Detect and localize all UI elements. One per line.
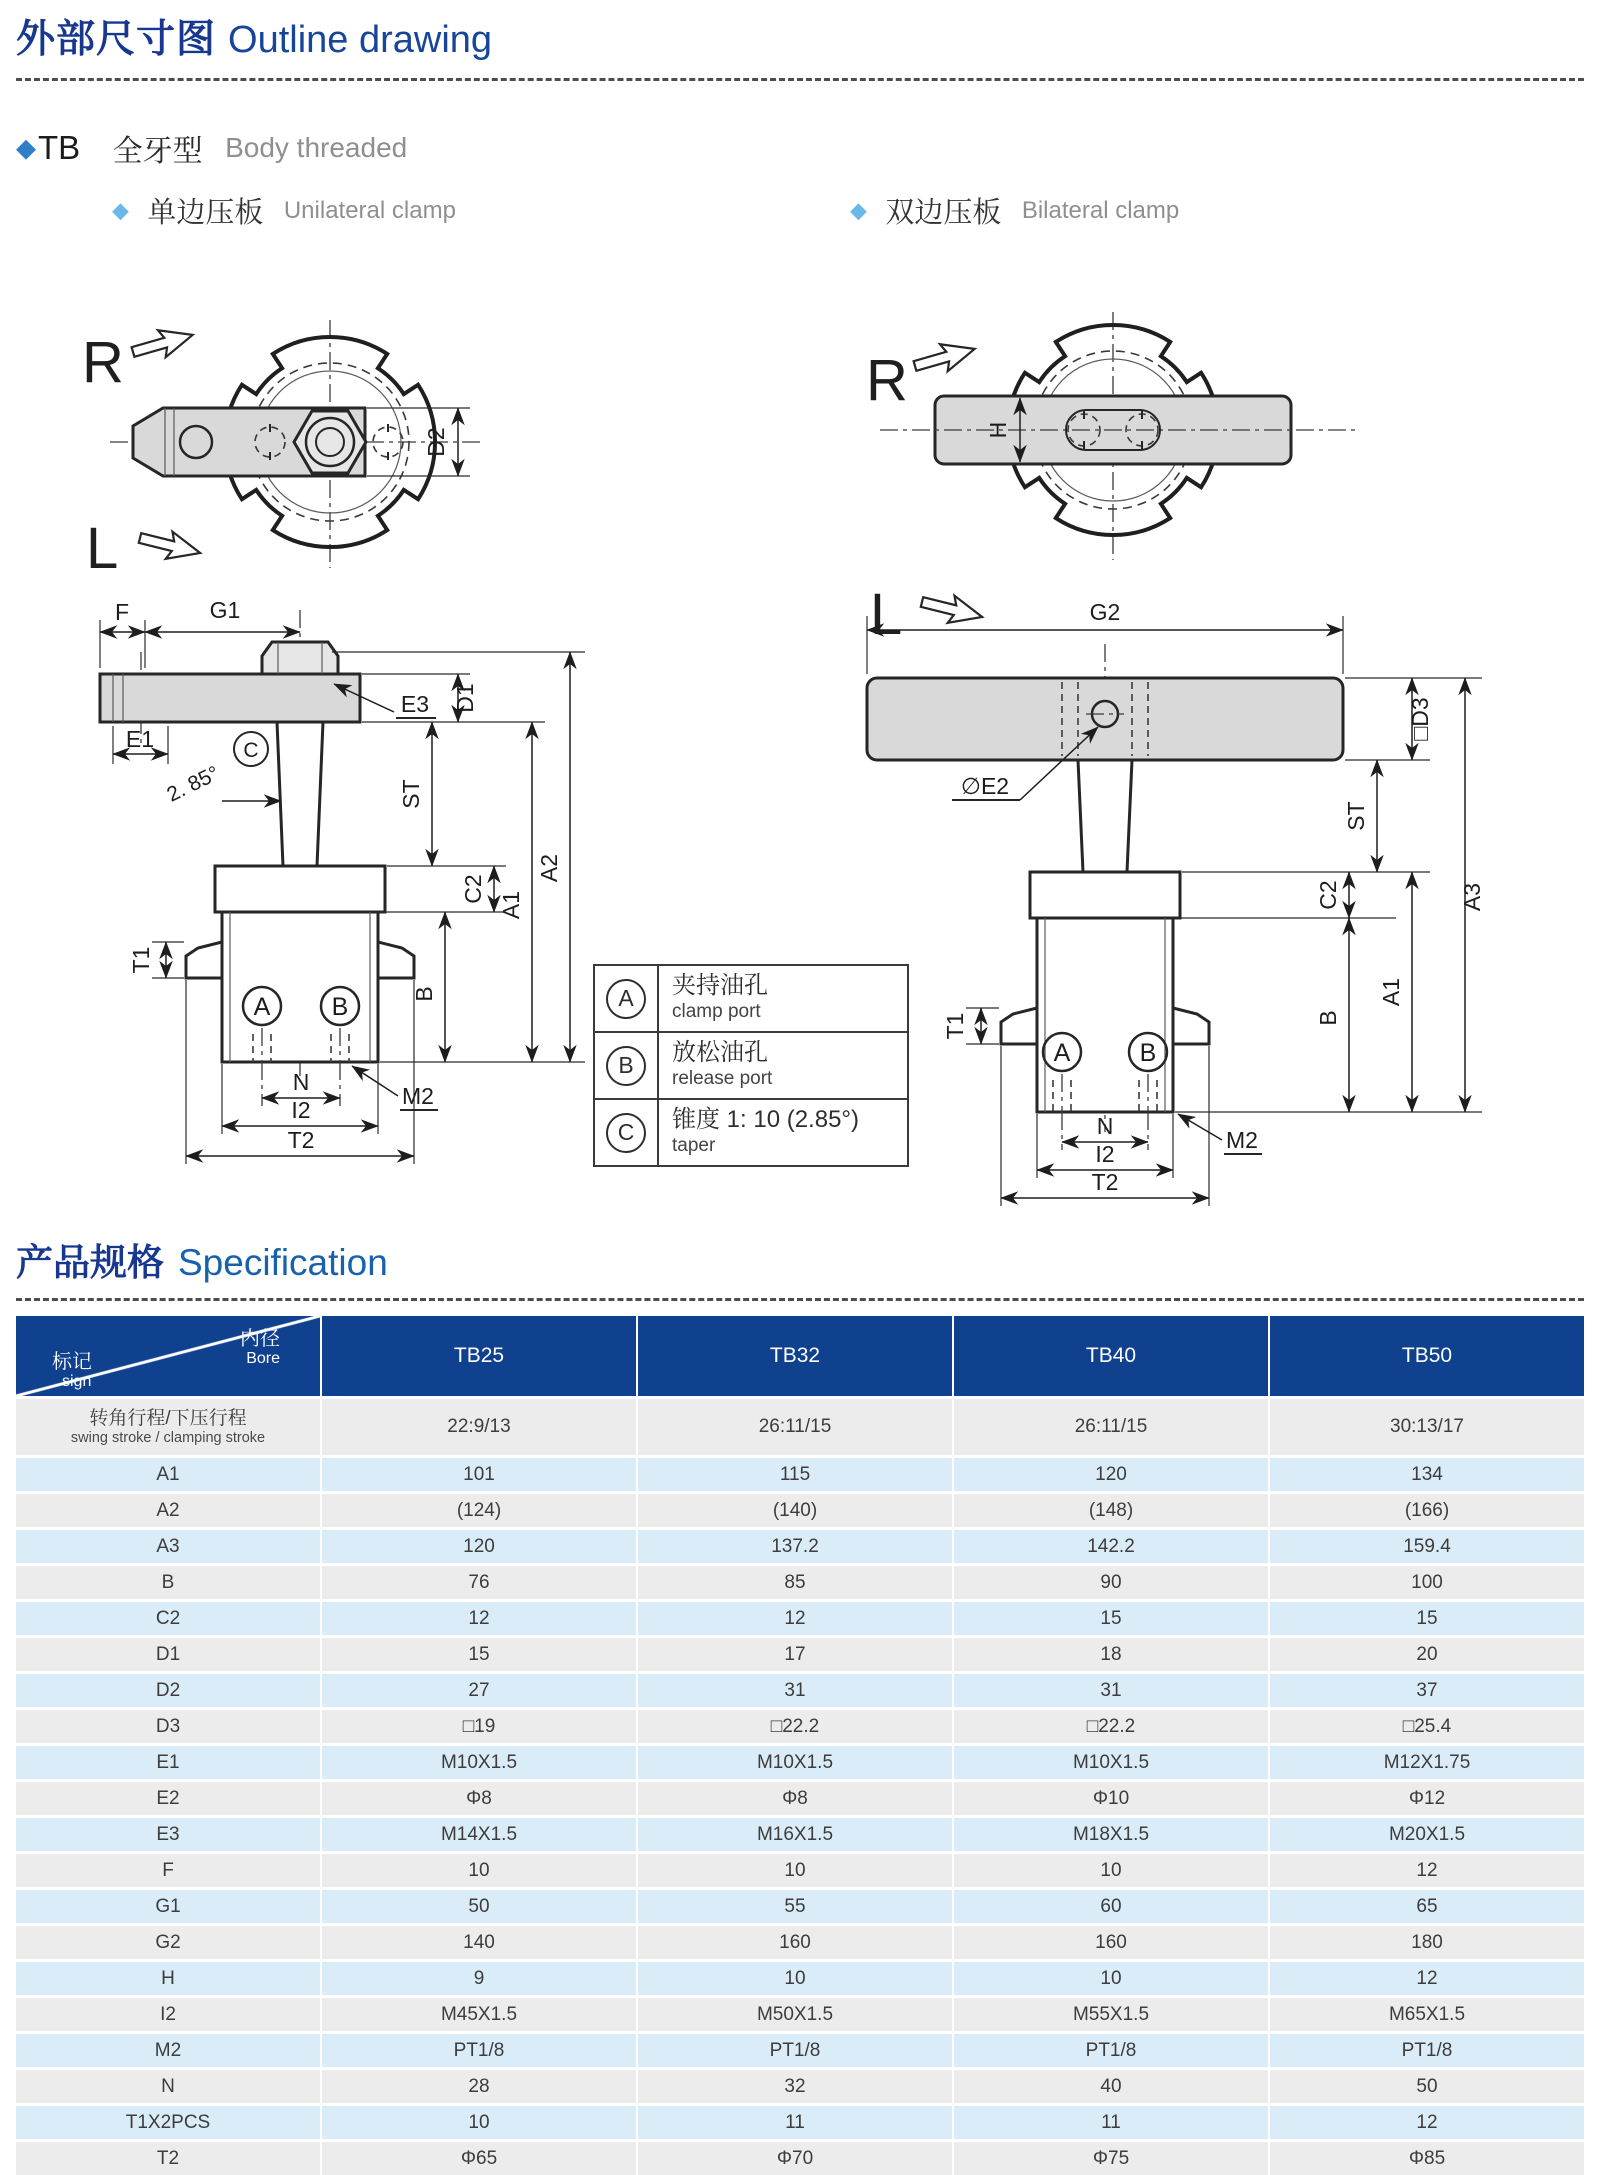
row-label: I2	[160, 2003, 176, 2025]
cell-value: 40	[952, 2070, 1268, 2103]
dim-label-d1: D1	[452, 683, 478, 713]
cell-value: M18X1.5	[952, 1818, 1268, 1851]
view-left-zh: 单边压板	[147, 197, 264, 229]
bilateral-front-view	[867, 599, 1485, 1206]
cell-value: M55X1.5	[952, 1998, 1268, 2031]
table-row	[16, 1887, 1584, 1923]
cell-value: 37	[1268, 1674, 1584, 1707]
table-row	[16, 1563, 1584, 1599]
cell-value: PT1/8	[636, 2034, 952, 2067]
type-code: TB	[38, 129, 81, 166]
piston-rod	[1078, 760, 1132, 872]
cell-value: M14X1.5	[320, 1818, 636, 1851]
cell-value: 159.4	[1268, 1530, 1584, 1563]
cell-value: 134	[1268, 1458, 1584, 1491]
bilateral-top-view	[866, 312, 1360, 647]
cell-value: 31	[636, 1674, 952, 1707]
spec-title-zh: 产品规格	[16, 1242, 164, 1283]
cell-value: 160	[952, 1926, 1268, 1959]
rotation-l-label: L	[86, 516, 119, 581]
row-label: A1	[156, 1463, 180, 1485]
spec-table	[16, 1316, 1584, 2175]
page-title-zh: 外部尺寸图	[16, 18, 217, 61]
dim-label-i2: I2	[291, 1097, 311, 1123]
table-row	[16, 1815, 1584, 1851]
taper-angle-label: 2. 85°	[163, 761, 223, 807]
mount-lug	[1173, 1008, 1209, 1044]
clamp-port-label: A	[1053, 1039, 1071, 1067]
legend-key-c: C	[606, 1113, 646, 1153]
cell-value: 26:11/15	[636, 1399, 952, 1455]
column-header: TB25	[320, 1316, 636, 1396]
row-label: A2	[156, 1499, 180, 1521]
cell-value: Φ70	[636, 2142, 952, 2175]
cell-value: 120	[320, 1530, 636, 1563]
cell-value: M10X1.5	[320, 1746, 636, 1779]
row-label: T1X2PCS	[125, 2111, 211, 2133]
dim-label-e3: E3	[400, 691, 430, 717]
cell-value: 15	[1268, 1602, 1584, 1635]
cell-value: 15	[320, 1638, 636, 1671]
cell-value: 26:11/15	[952, 1399, 1268, 1455]
cylinder-body	[1037, 918, 1173, 1112]
cell-value: 12	[1268, 1854, 1584, 1887]
diamond-icon: ◆	[112, 197, 129, 223]
mount-lug	[1001, 1008, 1037, 1044]
clamp-arm	[100, 674, 360, 722]
cell-value: (124)	[320, 1494, 636, 1527]
type-zh: 全牙型	[112, 135, 203, 168]
cell-value: PT1/8	[1268, 2034, 1584, 2067]
table-row	[16, 1959, 1584, 1995]
dim-label-e2: ∅E2	[960, 773, 1010, 799]
table-row	[16, 2067, 1584, 2103]
table-row	[16, 1671, 1584, 1707]
mount-lug	[186, 942, 222, 978]
legend-row	[595, 966, 907, 1031]
table-row	[16, 1635, 1584, 1671]
dim-label-d3: □D3	[1407, 697, 1433, 741]
row-label: 转角行程/下压行程 swing stroke / clamping stroke	[70, 1408, 266, 1446]
clamp-port-label: A	[253, 993, 271, 1021]
dim-label-b: B	[411, 986, 437, 1002]
cell-value: 50	[320, 1890, 636, 1923]
cell-value: PT1/8	[952, 2034, 1268, 2067]
dim-label-n: N	[1096, 1113, 1114, 1139]
dim-label-st: ST	[1343, 801, 1369, 831]
hex-nut	[262, 642, 338, 674]
cell-value: Φ8	[636, 1782, 952, 1815]
type-en: Body threaded	[225, 132, 408, 163]
cell-value: M10X1.5	[952, 1746, 1268, 1779]
dim-label-a2: A2	[536, 853, 562, 883]
diamond-icon: ◆	[850, 197, 867, 223]
page-title-en: Outline drawing	[228, 19, 493, 61]
row-label: G2	[155, 1931, 181, 1953]
cell-value: 10	[320, 2106, 636, 2139]
dim-label-t2: T2	[1091, 1169, 1119, 1195]
cell-value: 32	[636, 2070, 952, 2103]
legend-en: clamp port	[672, 1001, 761, 1022]
column-header: TB40	[952, 1316, 1268, 1396]
cell-value: 10	[636, 1854, 952, 1887]
table-row	[16, 1743, 1584, 1779]
row-label: T2	[156, 2147, 180, 2169]
cell-value: 18	[952, 1638, 1268, 1671]
cell-value: 137.2	[636, 1530, 952, 1563]
cell-value: 17	[636, 1638, 952, 1671]
dim-label-i2: I2	[1095, 1141, 1115, 1167]
cell-value: 120	[952, 1458, 1268, 1491]
cell-value: (140)	[636, 1494, 952, 1527]
cell-value: PT1/8	[320, 2034, 636, 2067]
cell-value: 50	[1268, 2070, 1584, 2103]
dim-label-a3: A3	[1459, 882, 1485, 912]
legend-row	[595, 1031, 907, 1098]
column-header: TB50	[1268, 1316, 1584, 1396]
column-header: TB32	[636, 1316, 952, 1396]
spec-title-en: Specification	[178, 1242, 388, 1283]
arrow-right-icon	[129, 321, 196, 365]
cell-value: 90	[952, 1566, 1268, 1599]
cell-value: 76	[320, 1566, 636, 1599]
cell-value: 11	[636, 2106, 952, 2139]
table-row	[16, 1491, 1584, 1527]
table-row	[16, 2103, 1584, 2139]
dim-label-a1: A1	[1378, 977, 1404, 1007]
cell-value: 160	[636, 1926, 952, 1959]
cell-value: Φ12	[1268, 1782, 1584, 1815]
rotation-l-label: L	[870, 582, 903, 647]
row-label: E3	[156, 1823, 180, 1845]
divider-dashed	[16, 1298, 1584, 1301]
dim-label-f: F	[114, 599, 130, 625]
rotation-r-label: R	[82, 330, 124, 395]
cell-value: 12	[636, 1602, 952, 1635]
row-label: B	[161, 1571, 175, 1593]
dim-label-m2: M2	[402, 1083, 434, 1109]
cell-value: 85	[636, 1566, 952, 1599]
dim-label-d2: D2	[423, 427, 449, 457]
table-row	[16, 1599, 1584, 1635]
cell-value: Φ8	[320, 1782, 636, 1815]
port-legend-table	[593, 964, 909, 1167]
row-label: C2	[155, 1607, 181, 1629]
corner-bore-zh: 内径	[240, 1328, 280, 1350]
taper-callout-c: C	[243, 739, 259, 762]
row-label: E1	[156, 1751, 180, 1773]
cell-value: M16X1.5	[636, 1818, 952, 1851]
cell-value: 22:9/13	[320, 1399, 636, 1455]
cell-value: □22.2	[952, 1710, 1268, 1743]
cell-value: 101	[320, 1458, 636, 1491]
cell-value: 12	[1268, 1962, 1584, 1995]
cell-value: 31	[952, 1674, 1268, 1707]
table-row	[16, 2139, 1584, 2175]
cell-value: 140	[320, 1926, 636, 1959]
cell-value: M12X1.75	[1268, 1746, 1584, 1779]
row-label: E2	[156, 1787, 180, 1809]
unilateral-front-view	[100, 597, 585, 1164]
cell-value: 115	[636, 1458, 952, 1491]
dim-label-st: ST	[398, 779, 424, 809]
dim-label-c2: C2	[460, 874, 486, 904]
cell-value: 55	[636, 1890, 952, 1923]
legend-key-b: B	[606, 1046, 646, 1086]
cell-value: M45X1.5	[320, 1998, 636, 2031]
table-row	[16, 1851, 1584, 1887]
spec-table-header	[16, 1316, 1584, 1396]
row-label: F	[162, 1859, 174, 1881]
row-label: D1	[155, 1643, 181, 1665]
cell-value: 11	[952, 2106, 1268, 2139]
legend-zh: 锥度 1: 10 (2.85°)	[672, 1106, 860, 1133]
table-row	[16, 1995, 1584, 2031]
cell-value: □22.2	[636, 1710, 952, 1743]
cell-value: 9	[320, 1962, 636, 1995]
cell-value: 12	[1268, 2106, 1584, 2139]
row-label: D3	[155, 1715, 181, 1737]
cell-value: M50X1.5	[636, 1998, 952, 2031]
row-label: D2	[155, 1679, 181, 1701]
corner-bore-en: Bore	[246, 1350, 280, 1367]
dim-label-t1: T1	[128, 946, 154, 974]
dim-label-t1: T1	[942, 1012, 968, 1040]
cell-value: □19	[320, 1710, 636, 1743]
table-row	[16, 2031, 1584, 2067]
legend-zh: 夹持油孔	[672, 972, 768, 999]
corner-sign-zh: 标记	[52, 1351, 92, 1373]
view-right-zh: 双边压板	[885, 197, 1002, 229]
legend-en: release port	[672, 1068, 773, 1089]
cell-value: 28	[320, 2070, 636, 2103]
table-row	[16, 1455, 1584, 1491]
table-row	[16, 1923, 1584, 1959]
unilateral-top-view	[82, 320, 485, 581]
legend-key-a: A	[606, 979, 646, 1019]
dim-label-b: B	[1315, 1010, 1341, 1026]
cell-value: (148)	[952, 1494, 1268, 1527]
row-label: N	[161, 2075, 175, 2097]
clamp-bar	[867, 678, 1343, 760]
cell-value: 100	[1268, 1566, 1584, 1599]
table-row	[16, 1527, 1584, 1563]
cell-value: 10	[952, 1854, 1268, 1887]
cell-value: 65	[1268, 1890, 1584, 1923]
cell-value: 60	[952, 1890, 1268, 1923]
row-label: A3	[156, 1535, 180, 1557]
release-port-label: B	[331, 993, 349, 1021]
dim-label-a1: A1	[498, 890, 524, 920]
cell-value: 12	[320, 1602, 636, 1635]
cell-value: 10	[320, 1854, 636, 1887]
cell-value: 10	[636, 1962, 952, 1995]
view-left-en: Unilateral clamp	[283, 196, 456, 224]
cell-value: Φ65	[320, 2142, 636, 2175]
cell-value: (166)	[1268, 1494, 1584, 1527]
piston-rod	[277, 722, 323, 866]
corner-cell	[16, 1316, 320, 1396]
legend-en: taper	[672, 1135, 716, 1156]
spec-section-title	[16, 1232, 388, 1286]
arrow-right-icon	[137, 524, 204, 566]
dim-label-h: H	[985, 421, 1011, 439]
cell-value: 15	[952, 1602, 1268, 1635]
row-label: G1	[155, 1895, 181, 1917]
dim-label-e1: E1	[125, 726, 155, 752]
cell-value: 20	[1268, 1638, 1584, 1671]
table-row	[16, 1779, 1584, 1815]
legend-zh: 放松油孔	[672, 1039, 768, 1066]
row-label: H	[161, 1967, 175, 1989]
cell-value: □25.4	[1268, 1710, 1584, 1743]
cell-value: M20X1.5	[1268, 1818, 1584, 1851]
cell-value: Φ85	[1268, 2142, 1584, 2175]
mount-lug	[378, 942, 414, 978]
cell-value: Φ75	[952, 2142, 1268, 2175]
cylinder-cap	[215, 866, 385, 912]
spec-table-body	[16, 1396, 1584, 2175]
view-right-en: Bilateral clamp	[1021, 196, 1180, 224]
cell-value: 142.2	[952, 1530, 1268, 1563]
dim-label-g1: G1	[209, 597, 241, 623]
cell-value: M65X1.5	[1268, 1998, 1584, 2031]
legend-row	[595, 1098, 907, 1165]
cylinder-body	[222, 912, 378, 1062]
rotation-r-label: R	[866, 348, 908, 413]
diamond-icon: ◆	[16, 132, 36, 163]
row-label: M2	[154, 2039, 182, 2061]
dim-label-c2: C2	[1315, 880, 1341, 910]
release-port-label: B	[1139, 1039, 1157, 1067]
cylinder-cap	[1030, 872, 1180, 918]
table-row	[16, 1396, 1584, 1455]
dim-label-n: N	[292, 1069, 310, 1095]
table-row	[16, 1707, 1584, 1743]
cell-value: 30:13/17	[1268, 1399, 1584, 1455]
arrow-right-icon	[919, 588, 986, 630]
cell-value: 180	[1268, 1926, 1584, 1959]
cell-value: 27	[320, 1674, 636, 1707]
arrow-right-icon	[911, 335, 978, 379]
dim-label-g2: G2	[1089, 599, 1121, 625]
corner-sign-en: sign	[62, 1373, 92, 1390]
cell-value: M10X1.5	[636, 1746, 952, 1779]
dim-label-m2: M2	[1226, 1127, 1258, 1153]
dim-label-t2: T2	[287, 1127, 315, 1153]
cell-value: Φ10	[952, 1782, 1268, 1815]
cell-value: 10	[952, 1962, 1268, 1995]
